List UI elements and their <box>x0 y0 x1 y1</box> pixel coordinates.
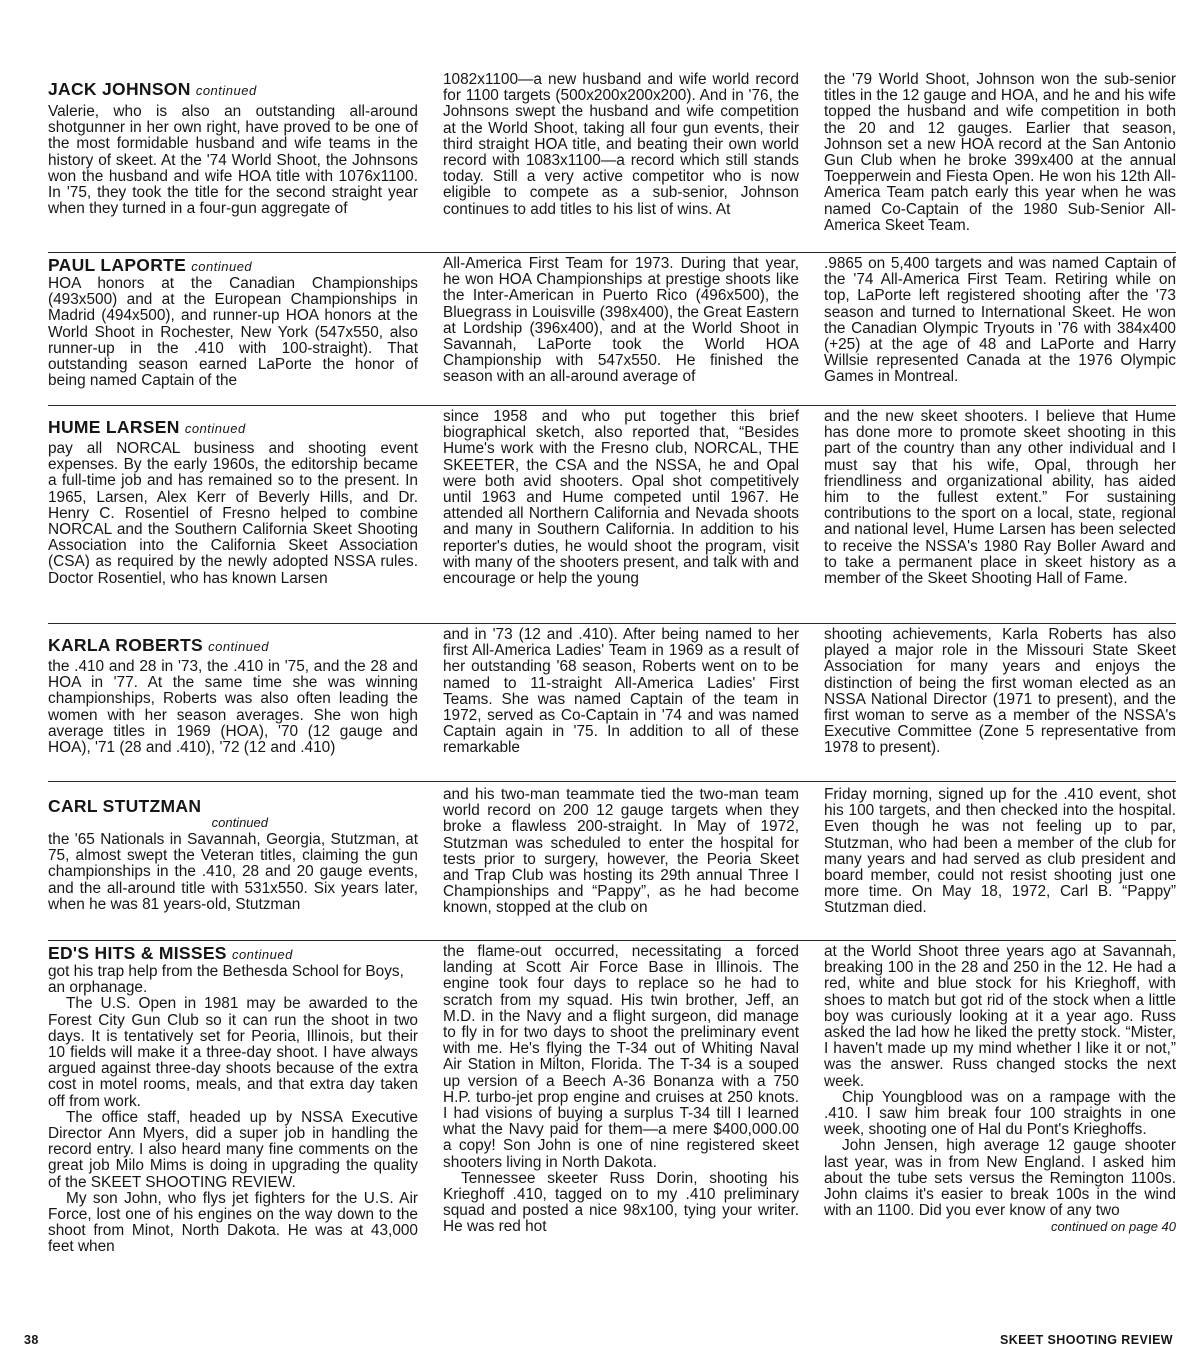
section-col-2 <box>443 787 799 933</box>
section-col-2 <box>443 627 799 773</box>
section-heading: ED'S HITS & MISSES continued <box>48 944 293 963</box>
section-divider <box>48 252 1176 253</box>
section-text: the '79 World Shoot, Johnson won the sub-senior titles in the 12 gauge and HOA, and he and his wife topped the husband and wife competition in both the 20 and 12 gauges. Earlier that season, Johnson set a new HOA record at the San Antonio Gun Club when he broke 399x400 at the annual Toepperwein and Fiesta Open. He won his 12th All-America Team patch early this year when he was named Co-Captain of the 1980 Sub-Senior All-America Skeet Team. <box>824 72 1176 234</box>
section-heading: CARL STUTZMAN <box>48 796 202 816</box>
section-col-1 <box>48 72 418 250</box>
section-col-1 <box>48 944 418 1308</box>
section-hume-larsen <box>48 409 1176 621</box>
section-text: and his two-man teammate tied the two-man team world record on 200 12 gauge targets when they broke a flawless 200-straight. In May of 1972, Stutzman was scheduled to enter the hospital for tests prior to surgery, however, the Peoria Skeet and Trap Club was hosting its 29th annual Three I Championships and “Pappy”, as he had become known, stopped at the club on <box>443 787 799 917</box>
section-col-3 <box>824 72 1176 250</box>
section-text: the .410 and 28 in '73, the .410 in '75, and the 28 and HOA in '77. At the same time she was winning championships, Roberts was also often leading the women with her season averages. She won high average titles in 1969 (HOA), '70 (12 gauge and HOA), '71 (28 and .410), '72 (12 and .410) <box>48 658 418 757</box>
section-heading: KARLA ROBERTS continued <box>48 635 269 655</box>
paragraph: The office staff, headed up by NSSA Executive Director Ann Myers, did a super job in handling the record entry. I also heard many fine comments on the great job Milo Mims is doing in upgrading the quality of the SKEET SHOOTING REVIEW. <box>48 1108 418 1191</box>
section-col-2 <box>443 944 799 1308</box>
section-text: shooting achievements, Karla Roberts has also played a major role in the Missouri State Skeet Association for many years and enjoys the distinction of being the first woman elected as an NSSA National Director (1971 to present), and the first woman to serve as a member of the NSSA's Executive Committee (Zone 5 representative from 1978 to present). <box>824 627 1176 757</box>
continued-label: continued <box>184 421 246 436</box>
continued-label: continued <box>195 83 257 98</box>
section-divider <box>48 405 1176 406</box>
section-text: since 1958 and who put together this brief biographical sketch, also reported that, “Besides Hume's work with the Fresno club, NORCAL, THE SKEETER, the CSA and the NSSA, he and Opal were both avid shooters. Opal shot competitively until 1963 and Hume competed until 1967. He attended all Northern California and Nevada shoots and many in Southern California. In addition to his reporter's duties, he would shoot the program, visit with many of the shooters present, and talk with and encourage or help the young <box>443 409 799 588</box>
continued-label: continued <box>211 815 268 830</box>
section-col-1 <box>48 787 418 933</box>
paragraph: The U.S. Open in 1981 may be awarded to the Forest City Gun Club so it can run the shoot in two days. It is tentatively set for Peoria, Illinois, but their 10 fields will make it a three-day shoot. I have always argued against three-day shoots because of the extra cost in motel rooms, meals, and that extra day taken off from work. <box>48 995 418 1110</box>
paragraph: got his trap help from the Bethesda School for Boys, an orphanage. <box>48 963 404 997</box>
paragraph: Tennessee skeeter Russ Dorin, shooting his Krieghoff .410, tagged on to my .410 preliminary squad and posted a nice 98x100, tying your writer. He was red hot <box>443 1169 799 1236</box>
section-text: .9865 on 5,400 targets and was named Captain of the '74 All-America First Team. Retiring while on top, LaPorte left registered shooting after the '73 season and turned to International Skeet. He won the Canadian Olympic Tryouts in '76 with 384x400 (+25) at the age of 48 and LaPorte and Harry Willsie represented Canada at the 1976 Olympic Games in Montreal. <box>824 256 1176 386</box>
section-divider <box>48 940 1176 941</box>
section-col-1 <box>48 627 418 773</box>
publication-name: SKEET SHOOTING REVIEW <box>1000 1333 1173 1347</box>
section-text: All-America First Team for 1973. During that year, he won HOA Championships at prestige shoots like the Inter-American in Puerto Rico (496x500), the Bluegrass in Louisville (398x400), the Great Eastern at Lordship (396x400), and at the World Shoot in Savannah, LaPorte took the World HOA Championship with 547x550. He finished the season with an all-around average of <box>443 256 799 386</box>
section-divider <box>48 781 1176 782</box>
continued-label: continued <box>208 639 269 654</box>
section-karla-roberts <box>48 627 1176 773</box>
section-text: and in '73 (12 and .410). After being named to her first All-America Ladies' Team in 1969 as a result of her outstanding '68 season, Roberts went on to be named to 11-straight All-America Ladies' First Teams. She was named Captain of the team in 1972, served as Co-Captain in '74 and was named Captain again in '75. In addition to all of these remarkable <box>443 627 799 757</box>
section-text: Valerie, who is also an outstanding all-around shotgunner in her own right, have proved to be one of the most formidable husband and wife teams in the history of skeet. At the '74 World Shoot, the Johnsons won the husband and wife HOA title with 1076x1100. In '75, they took the title for the second straight year when they turned in a four-gun aggregate of <box>48 103 418 218</box>
section-col-3 <box>824 627 1176 773</box>
paragraph: Chip Youngblood was on a rampage with the .410. I saw him break four 100 straights in one week, shooting one of Hal du Pont's Krieghoffs. <box>824 1088 1176 1139</box>
section-col-3 <box>824 787 1176 933</box>
section-col-3 <box>824 944 1176 1308</box>
section-col-2 <box>443 256 799 402</box>
section-text: pay all NORCAL business and shooting event expenses. By the early 1960s, the editorship became a full-time job and has remained so to the present. In 1965, Larsen, Alex Kerr of Beverly Hills, and Dr. Henry C. Rosentiel of Fresno helped to combine NORCAL and the Southern California Skeet Shooting Association into the California Skeet Association (CSA) as required by the newly adopted NSSA rules. Doctor Rosentiel, who has known Larsen <box>48 440 418 587</box>
section-col-3 <box>824 256 1176 402</box>
section-divider <box>48 623 1176 624</box>
continued-label: continued <box>231 947 293 962</box>
section-text: Friday morning, signed up for the .410 event, shot his 100 targets, and then checked into the hospital. Even though he was not feeling up to par, Stutzman, who had been a member of the club for many years and had served as club president and board member, could not resist shooting just one more time. On May 18, 1972, Carl B. “Pappy” Stutzman died. <box>824 787 1176 917</box>
section-col-3 <box>824 409 1176 621</box>
section-jack-johnson <box>48 72 1176 250</box>
paragraph: at the World Shoot three years ago at Savannah, breaking 100 in the 28 and 250 in the 12. He had a red, white and blue stock for his Krieghoff, with shoes to match but got rid of the stock when a little boy was curiously looking at it a year ago. Russ asked the lad how he liked the pretty stock. “Mister, I haven't made up my mind whether I like it or not,” was the answer. Russ changed stocks the next week. <box>824 944 1176 1090</box>
section-col-1 <box>48 256 418 402</box>
section-carl-stutzman <box>48 787 1176 933</box>
section-paul-laporte <box>48 256 1176 402</box>
continued-label: continued <box>191 259 253 274</box>
page-number: 38 <box>24 1333 39 1347</box>
section-heading: PAUL LAPORTE continued <box>48 256 253 275</box>
continued-on-label: continued on page 40 <box>1050 1219 1176 1235</box>
section-text: the '65 Nationals in Savannah, Georgia, Stutzman, at 75, almost swept the Veteran titles, claiming the gun championships in the .410, 28 and 20 gauge events, and the all-around title with 531x550. Six years later, when he was 81 years-old, Stutzman <box>48 831 418 913</box>
paragraph: the flame-out occurred, necessitating a forced landing at Scott Air Force Base in Illinois. The engine took four days to replace so he had to scratch from my squad. His twin brother, Jeff, an M.D. in the Navy and a flight surgeon, did manage to fly in for two days to shoot the preliminary event with me. He's flying the T-34 out of Whiting Naval Air Station in Milton, Florida. The T-34 is a souped up version of a Beech A-36 Bonanza with a 750 H.P. turbo-jet prop engine and cruises at 250 knots. I had visions of buying a surplus T-34 till I learned what the Navy paid for them—a mere $400,000.00 a copy! Son John is one of nine registered skeet shooters living in North Dakota. <box>443 944 799 1171</box>
section-text: HOA honors at the Canadian Championships (493x500) and at the European Championships in Madrid (494x500), and runner-up HOA honors at the World Shoot in Rochester, New York (547x550, also runner-up in the .410 with 100-straight). That outstanding season earned LaPorte the honor of being named Captain of the <box>48 275 418 390</box>
section-col-1 <box>48 409 418 621</box>
section-heading: JACK JOHNSON continued <box>48 79 257 99</box>
section-heading: HUME LARSEN continued <box>48 417 246 437</box>
paragraph: My son John, who flys jet fighters for the U.S. Air Force, lost one of his engines on the way down to the shoot from Minot, North Dakota. He was at 43,000 feet when <box>48 1189 418 1256</box>
section-text: and the new skeet shooters. I believe that Hume has done more to promote skeet shooting in this part of the country than any other individual and I must say that his wife, Opal, through her friendliness and organizational ability, has aided him to the fullest extent.” For sustaining contributions to the sport on a local, state, regional and national level, Hume Larsen has been selected to receive the NSSA's 1980 Ray Boller Award and to take a permanent place in skeet history as a member of the Skeet Shooting Hall of Fame. <box>824 409 1176 588</box>
section-eds-hits-misses <box>48 944 1176 1308</box>
section-col-2 <box>443 409 799 621</box>
paragraph: John Jensen, high average 12 gauge shooter last year, was in from New England. I asked him about the tube sets versus the Remington 1100s. John claims it's easier to break 100s in the wind with an 1100. Did you ever know of any two <box>824 1137 1176 1220</box>
section-col-2 <box>443 72 799 250</box>
section-text: 1082x1100—a new husband and wife world record for 1100 targets (500x200x200x200). And in '76, the Johnsons swept the husband and wife competition at the World Shoot, taking all four gun events, their third straight HOA title, and beating their own world record with 1083x1100—a record which still stands today. Still a very active competitor who is now eligible to compete as a sub-senior, Johnson continues to add titles to his list of wins. At <box>443 72 799 218</box>
